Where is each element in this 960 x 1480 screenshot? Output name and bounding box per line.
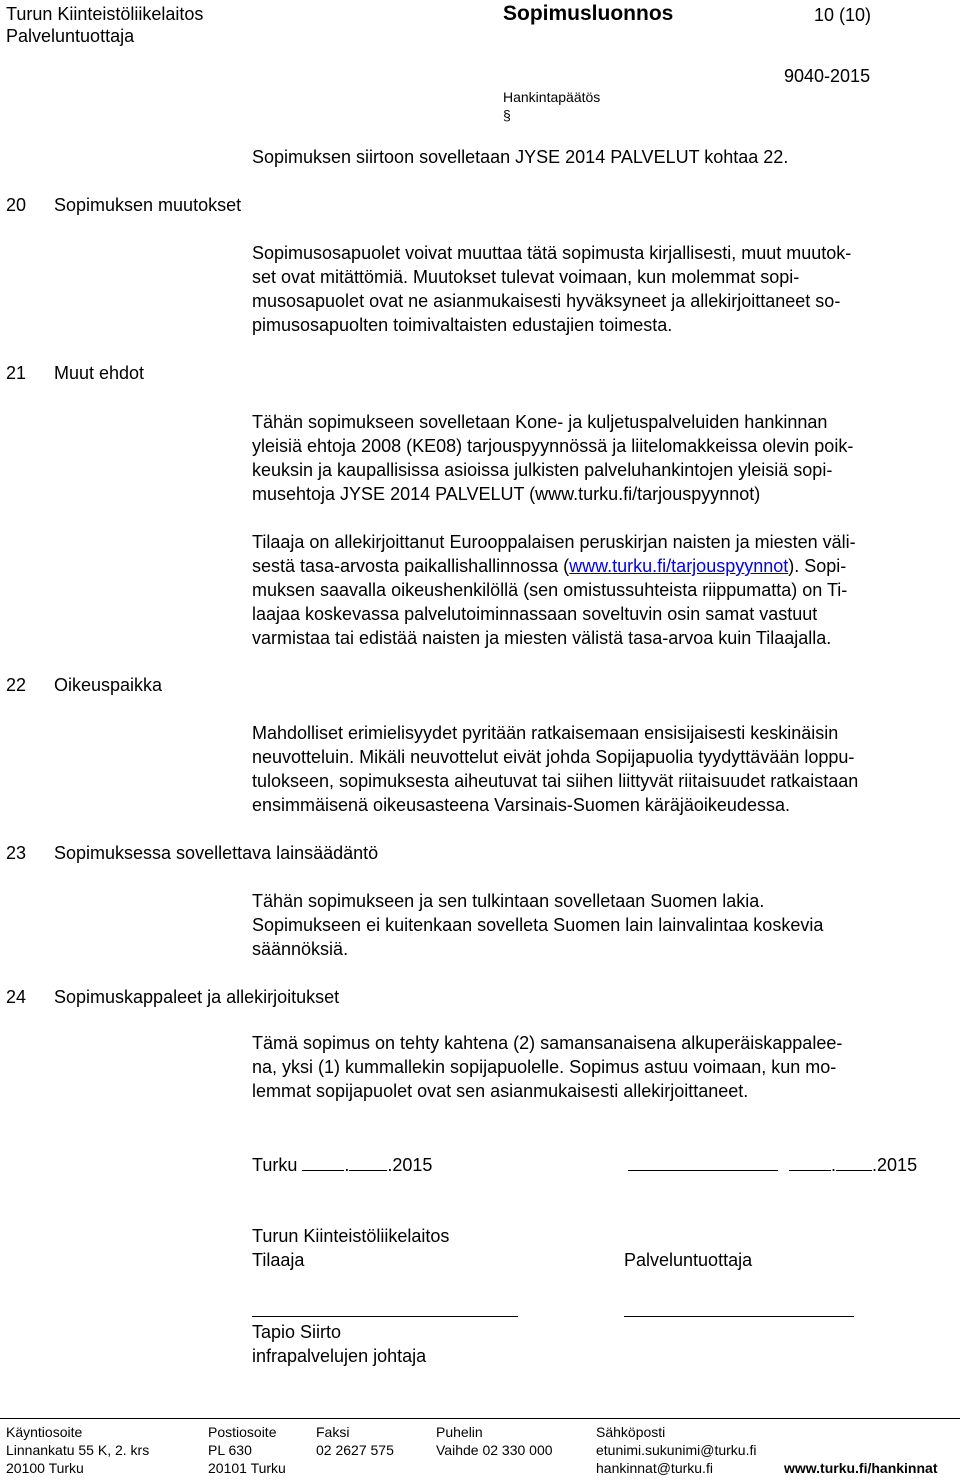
document-reference: 9040-2015 bbox=[784, 66, 871, 86]
header-org: Turun Kiinteistöliikelaitos bbox=[6, 4, 204, 24]
header-party: Palveluntuottaja bbox=[6, 26, 135, 46]
section-23-paragraph bbox=[252, 889, 956, 961]
footer-value: Vaihde 02 330 000 bbox=[436, 1442, 553, 1458]
footer-label: Postiosoite bbox=[208, 1424, 277, 1440]
decision-type: Hankintapäätös bbox=[503, 89, 601, 105]
signature-date-right bbox=[628, 1152, 917, 1177]
footer-divider bbox=[0, 1418, 960, 1419]
footer-value: 02 2627 575 bbox=[316, 1442, 394, 1458]
section-number: 20 bbox=[6, 195, 27, 215]
footer-col-postal-address bbox=[208, 1423, 286, 1477]
section-title: Sopimuskappaleet ja allekirjoitukset bbox=[54, 987, 340, 1007]
footer-label: Sähköposti bbox=[596, 1424, 666, 1440]
section-mark: § bbox=[503, 107, 511, 123]
para-line: neuvotteluin. Mikäli neuvottelut eivät johda Sopijapuolia tyydyttävään loppu- bbox=[252, 747, 855, 767]
section-20-paragraph bbox=[252, 241, 956, 337]
para-line: yleisiä ehtoja 2008 (KE08) tarjouspyynnössä ja liitelomakkeissa olevin poik- bbox=[252, 436, 854, 456]
footer-value: 20100 Turku bbox=[6, 1460, 84, 1476]
footer-col-visiting-address bbox=[6, 1423, 149, 1477]
footer-label: Faksi bbox=[316, 1424, 350, 1440]
para-line: lemmat sopijapuolet ovat sen asianmukaisesti allekirjoittaneet. bbox=[252, 1081, 749, 1101]
footer-value: Linnankatu 55 K, 2. krs bbox=[6, 1442, 150, 1458]
intro-line: Sopimuksen siirtoon sovelletaan JYSE 2014 PALVELUT kohtaa 22. bbox=[252, 147, 789, 167]
month-blank[interactable] bbox=[349, 1152, 387, 1171]
para-line: muksen saavalla oikeushenkilöllä (sen omistussuhteista riippumatta) on Ti- bbox=[252, 580, 848, 600]
section-number: 21 bbox=[6, 363, 27, 383]
signer-title: infrapalvelujen johtaja bbox=[252, 1346, 427, 1366]
para-text: sestä tasa-arvosta paikallishallinnossa ( bbox=[252, 556, 570, 576]
footer-col-phone bbox=[436, 1423, 553, 1459]
section-number: 22 bbox=[6, 675, 27, 695]
footer-col-fax bbox=[316, 1423, 394, 1459]
month-blank[interactable] bbox=[836, 1152, 872, 1171]
right-signature-line[interactable] bbox=[624, 1316, 854, 1317]
para-line: pimusosapuolten toimivaltaisten edustajien toimesta. bbox=[252, 315, 673, 335]
day-blank[interactable] bbox=[302, 1152, 344, 1171]
year-suffix: .2015 bbox=[872, 1155, 918, 1175]
section-heading-23 bbox=[6, 841, 378, 865]
section-title: Sopimuksessa sovellettava lainsäädäntö bbox=[54, 843, 379, 863]
section-title: Oikeuspaikka bbox=[54, 675, 163, 695]
footer-label: Puhelin bbox=[436, 1424, 483, 1440]
footer-email[interactable]: etunimi.sukunimi@turku.fi bbox=[596, 1442, 757, 1458]
footer-email[interactable]: hankinnat@turku.fi bbox=[596, 1460, 713, 1476]
right-signatory-role: Palveluntuottaja bbox=[624, 1250, 753, 1270]
para-line: musosapuolet ovat ne asianmukaisesti hyväksyneet ja allekirjoittaneet so- bbox=[252, 291, 841, 311]
left-signatory-org: Turun Kiinteistöliikelaitos bbox=[252, 1226, 450, 1246]
signature-date-left bbox=[252, 1152, 432, 1177]
signature-place: Turku bbox=[252, 1155, 298, 1175]
tarjouspyynnot-link[interactable]: www.turku.fi/tarjouspyynnot bbox=[569, 556, 789, 576]
document-title: Sopimusluonnos bbox=[503, 2, 674, 25]
section-title: Sopimuksen muutokset bbox=[54, 195, 242, 215]
para-line-with-link bbox=[252, 554, 956, 578]
para-line: säännöksiä. bbox=[252, 939, 349, 959]
section-heading-22 bbox=[6, 673, 162, 697]
section-heading-21 bbox=[6, 361, 144, 385]
footer-col-email bbox=[596, 1423, 757, 1477]
section-number: 23 bbox=[6, 843, 27, 863]
para-line: Tämä sopimus on tehty kahtena (2) samansanaisena alkuperäiskappalee- bbox=[252, 1033, 843, 1053]
footer-value: 20101 Turku bbox=[208, 1460, 286, 1476]
para-text: ). Sopi- bbox=[788, 556, 847, 576]
left-signature-line[interactable] bbox=[252, 1316, 518, 1317]
footer-value: PL 630 bbox=[208, 1442, 252, 1458]
date-separator: . bbox=[344, 1155, 350, 1175]
place-blank[interactable] bbox=[628, 1152, 778, 1171]
section-number: 24 bbox=[6, 987, 27, 1007]
signer-name: Tapio Siirto bbox=[252, 1322, 342, 1342]
para-line: set ovat mitättömiä. Muutokset tulevat voimaan, kun molemmat sopi- bbox=[252, 267, 800, 287]
para-line: ensimmäisenä oikeusasteena Varsinais-Suomen käräjäoikeudessa. bbox=[252, 795, 790, 815]
para-line: Tähän sopimukseen ja sen tulkintaan sovelletaan Suomen lakia. bbox=[252, 891, 765, 911]
section-22-paragraph bbox=[252, 721, 956, 817]
section-title: Muut ehdot bbox=[54, 363, 145, 383]
page-number: 10 (10) bbox=[814, 5, 872, 25]
section-21-paragraph-1 bbox=[252, 410, 956, 506]
date-separator: . bbox=[831, 1155, 837, 1175]
para-line: tulokseen, sopimuksesta aiheutuvat tai siihen liittyvät riitaisuudet ratkaistaan bbox=[252, 771, 859, 791]
para-line: Sopimukseen ei kuitenkaan sovelleta Suomen lain lainvalintaa koskevia bbox=[252, 915, 824, 935]
section-21-paragraph-2 bbox=[252, 530, 956, 650]
footer-website-link[interactable]: www.turku.fi/hankinnat bbox=[784, 1460, 938, 1476]
left-signatory-role: Tilaaja bbox=[252, 1250, 305, 1270]
footer-label: Käyntiosoite bbox=[6, 1424, 83, 1440]
section-heading-20 bbox=[6, 193, 241, 217]
para-line: Sopimusosapuolet voivat muuttaa tätä sopimusta kirjallisesti, muut muutok- bbox=[252, 243, 852, 263]
para-line: keuksin ja kaupallisissa asioissa julkisten palveluhankintojen yleisiä sopi- bbox=[252, 460, 833, 480]
year-suffix: .2015 bbox=[387, 1155, 433, 1175]
para-line: na, yksi (1) kummallekin sopijapuolelle. Sopimus astuu voimaan, kun mo- bbox=[252, 1057, 837, 1077]
para-line: Mahdolliset erimielisyydet pyritään ratkaisemaan ensisijaisesti keskinäisin bbox=[252, 723, 839, 743]
para-line: musehtoja JYSE 2014 PALVELUT (www.turku.fi/tarjouspyynnot) bbox=[252, 484, 761, 504]
day-blank[interactable] bbox=[789, 1152, 831, 1171]
para-line: Tähän sopimukseen sovelletaan Kone- ja kuljetuspalveluiden hankinnan bbox=[252, 412, 828, 432]
section-24-paragraph bbox=[252, 1031, 956, 1103]
para-line: laajaa koskevassa palvelutoiminnassaan soveltuvin osin samat vastuut bbox=[252, 604, 818, 624]
section-heading-24 bbox=[6, 985, 339, 1009]
para-line: varmistaa tai edistää naisten ja miesten välistä tasa-arvoa kuin Tilaajalla. bbox=[252, 628, 832, 648]
para-line: Tilaaja on allekirjoittanut Eurooppalaisen peruskirjan naisten ja miesten väli- bbox=[252, 532, 856, 552]
